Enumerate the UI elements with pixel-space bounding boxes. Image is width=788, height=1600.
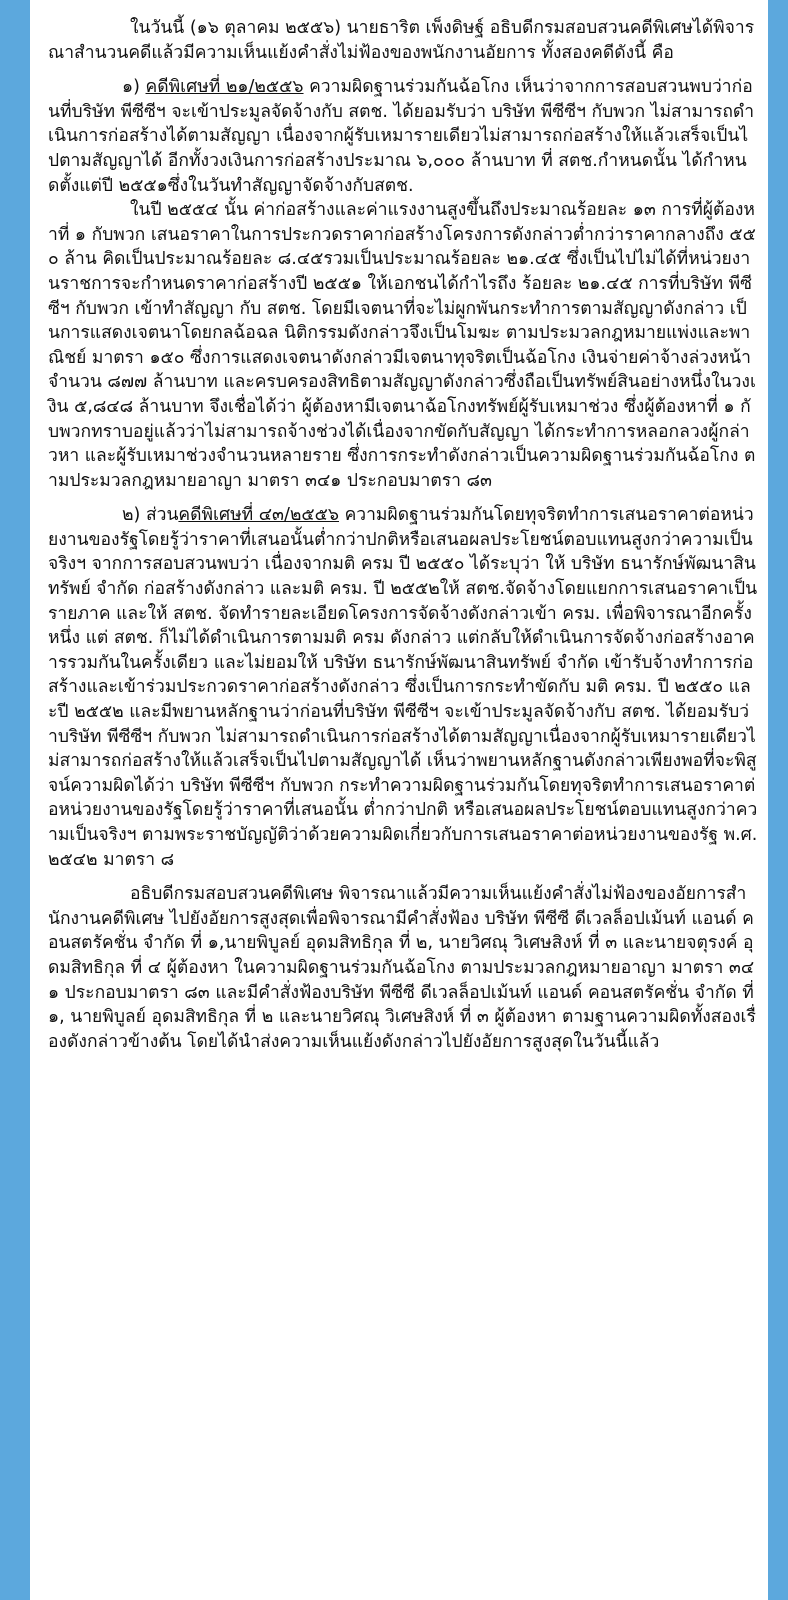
- case1-number: ๑): [122, 77, 140, 98]
- document-page: [30, 0, 768, 1600]
- conclusion-paragraph: อธิบดีกรมสอบสวนคดีพิเศษ พิจารณาแล้วมีความเห็นแย้งคำสั่งไม่ฟ้องของอัยการสำนักงานคดีพิเศษ ไปยังอัยการสูงสุดเพื่อพิจารณามีคำสั่งฟ้อง บริษัท พีซีซี ดีเวลล็อปเม้นท์ แอนด์ คอนสตรัคชั่น จำกัด ที่ ๑,นายพิบูลย์ อุดมสิทธิกุล ที่ ๒, นายวิศณุ วิเศษสิงห์ ที่ ๓ และนายจตุรงค์ อุดมสิทธิกุล ที่ ๔ ผู้ต้องหา ในความผิดฐานร่วมกันฉ้อโกง ตามประมวลกฎหมายอาญา มาตรา ๓๔๑ ประกอบมาตรา ๘๓ และมีคำสั่งฟ้องบริษัท พีซีซี ดีเวลล็อปเม้นท์ แอนด์ คอนสตรัคชั่น จำกัด ที่ ๑, นายพิบูลย์ อุดมสิทธิกุล ที่ ๒ และนายวิศณุ วิเศษสิงห์ ที่ ๓ ผู้ต้องหา ตามฐานความผิดทั้งสองเรื่องดังกล่าวข้างต้น โดยได้นำส่งความเห็นแย้งดังกล่าวไปยังอัยการสูงสุดในวันนี้แล้ว: [48, 884, 756, 1052]
- case2-paragraph: [48, 503, 758, 872]
- case1-paragraph-2: ในปี ๒๕๕๔ นั้น ค่าก่อสร้างและค่าแรงงานสูงขึ้นถึงประมาณร้อยละ ๑๓ การที่ผู้ต้องหาที่ ๑ กับพวก เสนอราคาในการประกวดราคาก่อสร้างโครงการดังกล่าวต่ำกว่าราคากลางถึง ๕๕๐ ล้าน คิดเป็นประมาณร้อยละ ๘.๔๕รวมเป็นประมาณร้อยละ ๒๑.๔๕ ซึ่งเป็นไปไม่ได้ที่หน่วยงานราชการจะกำหนดราคาก่อสร้างปี ๒๕๕๑ ให้เอกชนได้กำไรถึง ร้อยละ ๒๑.๔๕ การที่บริษัท พีซีซีฯ กับพวก เข้าทำสัญญา กับ สตช. โดยมีเจตนาที่จะไม่ผูกพันกระทำการตามสัญญาดังกล่าว เป็นการแสดงเจตนาโดยกลฉ้อฉล นิติกรรมดังกล่าวจึงเป็นโมฆะ ตามประมวลกฎหมายแพ่งและพาณิชย์ มาตรา ๑๕๐ ซึ่งการแสดงเจตนาดังกล่าวมีเจตนาทุจริตเป็นฉ้อโกง เงินจ่ายค่าจ้างล่วงหน้าจำนวน ๘๗๗ ล้านบาท และครบครองสิทธิตามสัญญาดังกล่าวซึ่งถือเป็นทรัพย์สินอย่างหนึ่งในวงเงิน ๕,๘๔๘ ล้านบาท จึงเชื่อได้ว่า ผู้ต้องหามีเจตนาฉ้อโกงทรัพย์ผู้รับเหมาช่วง ซึ่งผู้ต้องหาที่ ๑ กับพวกทราบอยู่แล้วว่าไม่สามารถจ้างช่วงได้เนื่องจากขัดกับสัญญา ได้กระทำการหลอกลวงผู้กล่าวหา และผู้รับเหมาช่วงจำนวนหลายราย ซึ่งการกระทำดังกล่าวเป็นความผิดฐานร่วมกันฉ้อโกง ตามประมวลกฎหมายอาญา มาตรา ๓๔๑ ประกอบมาตรา ๘๓: [48, 200, 756, 491]
- case2-title: คดีพิเศษที่ ๔๓/๒๕๕๖: [178, 505, 339, 526]
- case2-text: ความผิดฐานร่วมกันโดยทุจริตทำการเสนอราคาต่อหน่วยงานของรัฐโดยรู้ว่าราคาที่เสนอนั้นต่ำกว่าปกติหรือเสนอผลประโยชน์ตอบแทนสูงกว่าความเป็นจริงฯ จากการสอบสวนพบว่า เนื่องจากมติ ครม ปี ๒๕๕๐ ได้ระบุว่า ให้ บริษัท ธนารักษ์พัฒนาสินทรัพย์ จำกัด ก่อสร้างดังกล่าว และมติ ครม. ปี ๒๕๕๒ให้ สตช.จัดจ้างโดยแยกการเสนอราคาเป็นรายภาค และให้ สตช. จัดทำรายละเอียดโครงการจัดจ้างดังกล่าวเข้า ครม. เพื่อพิจารณาอีกครั้งหนึ่ง แต่ สตช. ก็ไม่ได้ดำเนินการตามมติ ครม ดังกล่าว แต่กลับให้ดำเนินการจัดจ้างก่อสร้างอาคารรวมกันในครั้งเดียว และไม่ยอมให้ บริษัท ธนารักษ์พัฒนาสินทรัพย์ จำกัด เข้ารับจ้างทำการก่อสร้างและเข้าร่วมประกวดราคาก่อสร้างดังกล่าว ซึ่งเป็นการกระทำขัดกับ มติ ครม. ปี ๒๕๕๐ และปี ๒๕๕๒ และมีพยานหลักฐานว่าก่อนที่บริษัท พีซีซีฯ จะเข้าประมูลจัดจ้างกับ สตช. ได้ยอมรับว่าบริษัท พีซีซีฯ กับพวก ไม่สามารถดำเนินการก่อสร้างได้ตามสัญญาเนื่องจากผู้รับเหมารายเดียวไม่สามารถก่อสร้างให้แล้วเสร็จเป็นไปตามสัญญาได้ เห็นว่าพยานหลักฐานดังกล่าวเพียงพอที่จะพิสูจน์ความผิดได้ว่า บริษัท พีซีซีฯ กับพวก กระทำความผิดฐานร่วมกันโดยทุจริตทำการเสนอราคาต่อหน่วยงานของรัฐโดยรู้ว่าราคาที่เสนอนั้น ต่ำกว่าปกติ หรือเสนอผลประโยชน์ตอบแทนสูงกว่าความเป็นจริงฯ ตามพระราชบัญญัติว่าด้วยความผิดเกี่ยวกับการเสนอราคาต่อหน่วยงานของรัฐ พ.ศ.๒๕๔๒ มาตรา ๘: [48, 505, 758, 870]
- case1-title: คดีพิเศษที่ ๒๑/๒๕๕๖: [145, 77, 304, 98]
- case2-lead: ส่วน: [140, 505, 179, 526]
- case1-paragraph: [48, 75, 758, 198]
- case1-text: ความผิดฐานร่วมกันฉ้อโกง เห็นว่าจากการสอบสวนพบว่าก่อนที่บริษัท พีซีซีฯ จะเข้าประมูลจัดจ้างกับ สตช. ได้ยอมรับว่า บริษัท พีซีซีฯ กับพวก ไม่สามารถดำเนินการก่อสร้างได้ตามสัญญา เนื่องจากผู้รับเหมารายเดียวไม่สามารถก่อสร้างให้แล้วเสร็จเป็นไปตามสัญญาได้ อีกทั้งวงเงินการก่อสร้างประมาณ ๖,๐๐๐ ล้านบาท ที่ สตช.กำหนดนั้น ได้กำหนดตั้งแต่ปี ๒๕๕๑ซึ่งในวันทำสัญญาจัดจ้างกับสตช.: [48, 77, 755, 196]
- case2-number: ๒): [122, 505, 141, 526]
- intro-paragraph: ในวันนี้ (๑๖ ตุลาคม ๒๕๕๖) นายธาริต เพ็งดิษฐ์ อธิบดีกรมสอบสวนคดีพิเศษได้พิจารณาสำนวนคดีแล้วมีความเห็นแย้งคำสั่งไม่ฟ้องของพนักงานอัยการ ทั้งสองคดีดังนี้ คือ: [48, 18, 755, 63]
